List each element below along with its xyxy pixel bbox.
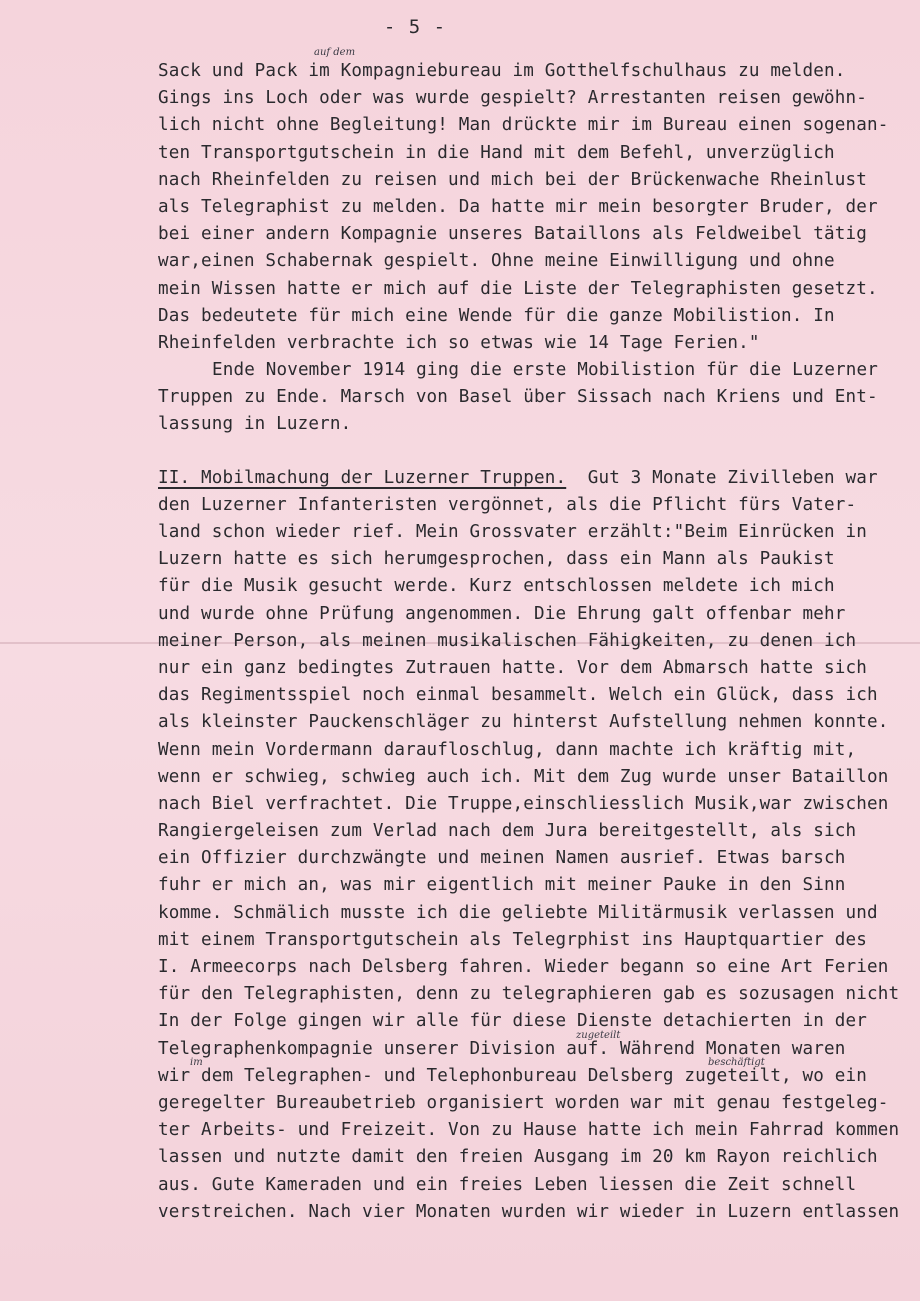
text-line: lassung in Luzern. [158,414,352,435]
text-line: lich nicht ohne Begleitung! Man drückte mir im Bureau einen sogenan- [158,115,889,136]
page-number: - 5 - [383,16,447,38]
text-line: nach Biel verfrachtet. Die Truppe,einschliesslich Musik,war zwischen [158,793,889,814]
text-line: lassen und nutzte damit den freien Ausgang im 20 km Rayon reichlich [158,1147,878,1168]
text-line: wenn er schwieg, schwieg auch ich. Mit dem Zug wurde unser Bataillon [158,766,889,787]
text-line: Das bedeutete für mich eine Wende für die ganze Mobilistion. In [158,305,835,326]
text-line: Telegraphenkompagnie unserer Division auf. Während Monaten waren [158,1038,846,1059]
text-line: I. Armeecorps nach Delsberg fahren. Wieder begann so eine Art Ferien [158,957,889,977]
text-line: Rheinfelden verbrachte ich so etwas wie 14 Tage Ferien." [158,332,760,353]
text-line: Gings ins Loch oder was wurde gespielt? Arrestanten reisen gewöhn- [158,88,867,109]
paragraph-1 [158,58,910,357]
text-line: Truppen zu Ende. Marsch von Basel über Sissach nach Kriens und Ent- [158,387,878,408]
handwritten-annotation: beschäftigt [708,1057,765,1068]
body-text [158,58,910,1226]
text-line: mein Wissen hatte er mich auf die Liste der Telegraphisten gesetzt. [158,278,878,299]
heading-line-rest: Gut 3 Monate Zivilleben war [566,467,878,488]
section-heading: II. Mobilmachung der Luzerner Truppen. [158,467,567,488]
paragraph-gap [158,439,910,465]
text-line: nach Rheinfelden zu reisen und mich bei der Brückenwache Rheinlust [158,169,867,190]
handwritten-annotation: auf dem [314,47,356,58]
text-line: als kleinster Pauckenschläger zu hinterst Aufstellung nehmen konnte. [158,712,889,733]
text-line: komme. Schmälich musste ich die geliebte Militärmusik verlassen und [158,902,878,923]
text-line: für die Musik gesucht werde. Kurz entschlossen meldete ich mich [158,576,835,597]
text-line: das Regimentsspiel noch einmal besammelt. Welch ein Glück, dass ich [158,685,878,706]
text-line: ein Offizier durchzwängte und meinen Namen ausrief. Etwas barsch [158,848,846,869]
text-line: nur ein ganz bedingtes Zutrauen hatte. Vor dem Abmarsch hatte sich [158,657,867,678]
text-line: war,einen Schabernak gespielt. Ohne meine Einwilligung und ohne [158,251,835,272]
text-line: Wenn mein Vordermann daraufloschlug, dann machte ich kräftig mit, [158,739,857,760]
text-line: Ende November 1914 ging die erste Mobilistion für die Luzerner [212,360,879,381]
handwritten-annotation: zugeteilt [576,1030,621,1041]
text-line: mit einem Transportgutschein als Telegrphist ins Hauptquartier des [158,929,867,950]
text-line: verstreichen. Nach vier Monaten wurden wir wieder in Luzern entlassen [158,1201,900,1222]
text-line: und wurde ohne Prüfung angenommen. Die Ehrung galt offenbar mehr [158,603,846,624]
text-line: land schon wieder rief. Mein Grossvater erzählt:"Beim Einrücken in [158,522,867,542]
text-line: meiner Person, als meinen musikalischen Fähigkeiten, zu denen ich [158,630,857,651]
handwritten-annotation: im [190,1057,203,1068]
section-heading-line [158,465,910,492]
text-line: Luzern hatte es sich herumgesprochen, dass ein Mann als Paukist [158,549,835,570]
text-line: bei einer andern Kompagnie unseres Bataillons als Feldweibel tätig [158,224,867,245]
text-line: für den Telegraphisten, denn zu telegraphieren gab es sozusagen nicht [158,984,900,1005]
text-line: ter Arbeits- und Freizeit. Von zu Hause hatte ich mein Fahrrad kommen [158,1120,900,1141]
text-line: aus. Gute Kameraden und ein freies Leben liessen die Zeit schnell [158,1174,857,1195]
text-line: ten Transportgutschein in die Hand mit dem Befehl, unverzüglich [158,142,835,163]
text-line: den Luzerner Infanteristen vergönnet, als die Pflicht fürs Vater- [158,494,857,515]
text-line: geregelter Bureaubetrieb organisiert worden war mit genau festgeleg- [158,1092,889,1113]
text-line: wir dem Telegraphen- und Telephonbureau Delsberg zugeteilt, wo ein [158,1065,867,1086]
paragraph-2 [158,357,910,439]
text-line: In der Folge gingen wir alle für diese Dienste detachierten in der [158,1011,867,1032]
text-line: Rangiergeleisen zum Verlad nach dem Jura bereitgestellt, als sich [158,821,857,842]
text-line: als Telegraphist zu melden. Da hatte mir mein besorgter Bruder, der [158,196,878,217]
text-line: fuhr er mich an, was mir eigentlich mit meiner Pauke in den Sinn [158,875,846,896]
text-line: Sack und Pack im Kompagniebureau im Gotthelfschulhaus zu melden. [158,61,846,81]
section-2 [158,465,910,1226]
